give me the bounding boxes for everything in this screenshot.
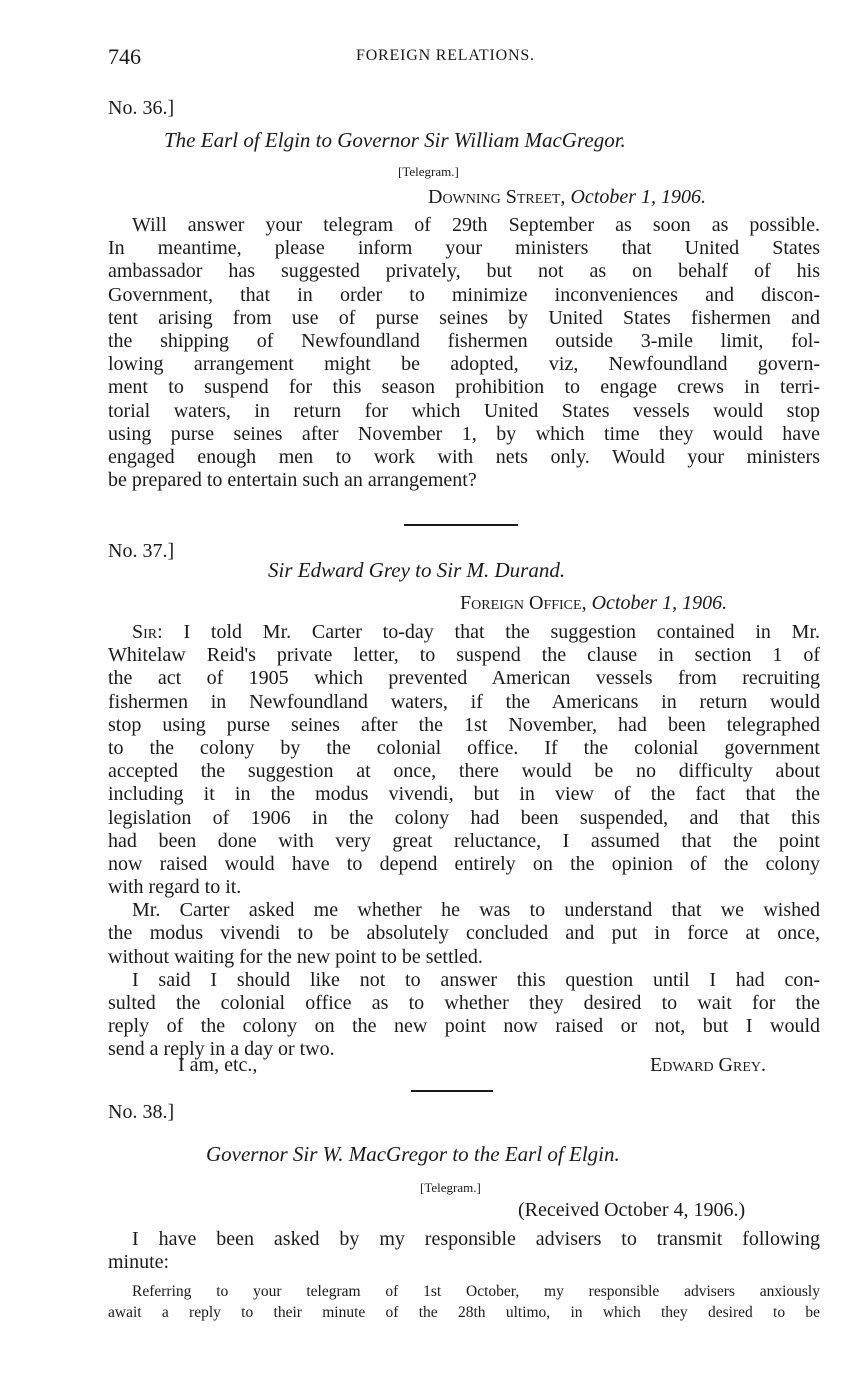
doc36-line: tent arising from use of purse seines by United States fishermen and — [108, 306, 820, 329]
doc37-line: with regard to it. — [108, 876, 242, 899]
doc36-line: ment to suspend for this season prohibition to engage crews in terri- — [108, 376, 820, 399]
page-number: 746 — [108, 44, 141, 69]
doc36-place: Downing Street, — [428, 186, 566, 208]
section-divider — [404, 524, 518, 526]
doc36-body — [108, 214, 820, 492]
doc38-line: minute: — [108, 1251, 170, 1274]
doc37-first-line — [108, 621, 820, 644]
doc37-line: Mr. Carter asked me whether he was to understand that we wished — [132, 899, 820, 922]
doc37-closing: I am, etc., — [178, 1054, 258, 1076]
doc36-heading: The Earl of Elgin to Governor Sir William MacGregor. — [164, 128, 626, 152]
doc37-line: I said I should like not to answer this question until I had con- — [132, 968, 820, 991]
doc37-line: now raised would have to depend entirely on the opinion of the colony — [108, 852, 820, 875]
doc38-minute-line: await a reply to their minute of the 28th ultimo, in which they desired to be — [108, 1304, 820, 1321]
doc37-line: accepted the suggestion at once, there would be no difficulty about — [108, 760, 820, 783]
doc37-line: stop using purse seines after the 1st November, had been telegraphed — [108, 713, 820, 736]
doc36-line: ambassador has suggested privately, but not as on behalf of his — [108, 260, 820, 283]
doc37-body — [108, 621, 820, 1062]
doc38-received: (Received October 4, 1906.) — [518, 1199, 746, 1221]
doc36-line: In meantime, please inform your ministers that United States — [108, 237, 820, 260]
doc38-line: I have been asked by my responsible advisers to transmit following — [132, 1228, 820, 1250]
doc37-line: fishermen in Newfoundland waters, if the Americans in return would — [108, 690, 820, 713]
doc36-line: be prepared to entertain such an arrangement? — [108, 469, 477, 492]
doc37-line: send a reply in a day or two. — [108, 1038, 335, 1061]
doc37-line: Whitelaw Reid's private letter, to suspend the clause in section 1 of — [108, 644, 820, 667]
doc37-signature: Edward Grey. — [650, 1054, 766, 1076]
doc38-minute — [108, 1281, 820, 1323]
doc38-heading: Governor Sir W. MacGregor to the Earl of Elgin. — [206, 1142, 620, 1166]
doc38-minute-line: Referring to your telegram of 1st October, my responsible advisers anxiously — [132, 1283, 820, 1300]
doc38-intro — [108, 1228, 820, 1274]
doc38-number: No. 38.] — [108, 1101, 175, 1123]
running-title: FOREIGN RELATIONS. — [356, 47, 535, 64]
doc36-telegram-note: [Telegram.] — [398, 164, 459, 179]
doc37-line: without waiting for the new point to be settled. — [108, 945, 483, 968]
doc36-line: Will answer your telegram of 29th September as soon as possible. — [132, 214, 820, 236]
doc37-line: sulted the colonial office as to whether they desired to wait for the — [108, 992, 820, 1014]
doc37-line: to the colony by the colonial office. If the colonial government — [108, 736, 820, 759]
doc37-line: the modus vivendi to be absolutely concluded and put in force at once, — [108, 922, 820, 945]
doc36-line: using purse seines after November 1, by which time they would have — [108, 422, 820, 445]
doc37-heading: Sir Edward Grey to Sir M. Durand. — [268, 558, 566, 582]
doc37-line: reply of the colony on the new point now raised or not, but I would — [108, 1015, 820, 1038]
doc36-line: lowing arrangement might be adopted, viz, Newfoundland govern- — [108, 353, 820, 376]
doc36-line: the shipping of Newfoundland fishermen outside 3-mile limit, fol- — [108, 329, 820, 352]
doc37-dateline — [460, 592, 727, 615]
doc37-salutation: Sir: — [132, 621, 163, 643]
section-divider — [411, 1090, 493, 1092]
doc36-line: torial waters, in return for which United States vessels would stop — [108, 399, 820, 422]
doc37-line: had been done with very great reluctance, I assumed that the point — [108, 829, 820, 852]
doc36-line: Government, that in order to minimize inconveniences and discon- — [108, 283, 820, 306]
doc37-line: the act of 1905 which prevented American vessels from recruiting — [108, 667, 820, 690]
doc36-line: engaged enough men to work with nets only. Would your ministers — [108, 445, 820, 468]
doc37-line: including it in the modus vivendi, but in view of the fact that the — [108, 783, 820, 806]
doc37-number: No. 37.] — [108, 540, 175, 562]
doc36-dateline — [428, 186, 706, 209]
doc37-line: legislation of 1906 in the colony had been suspended, and that this — [108, 806, 820, 829]
doc36-number: No. 36.] — [108, 97, 175, 119]
doc37-date: October 1, 1906. — [591, 592, 728, 614]
doc36-date: October 1, 1906. — [570, 186, 706, 208]
doc38-telegram-note: [Telegram.] — [420, 1180, 481, 1195]
doc37-line: I told Mr. Carter to-day that the suggestion contained in Mr. — [183, 621, 820, 643]
doc37-place: Foreign Office, — [460, 592, 587, 614]
